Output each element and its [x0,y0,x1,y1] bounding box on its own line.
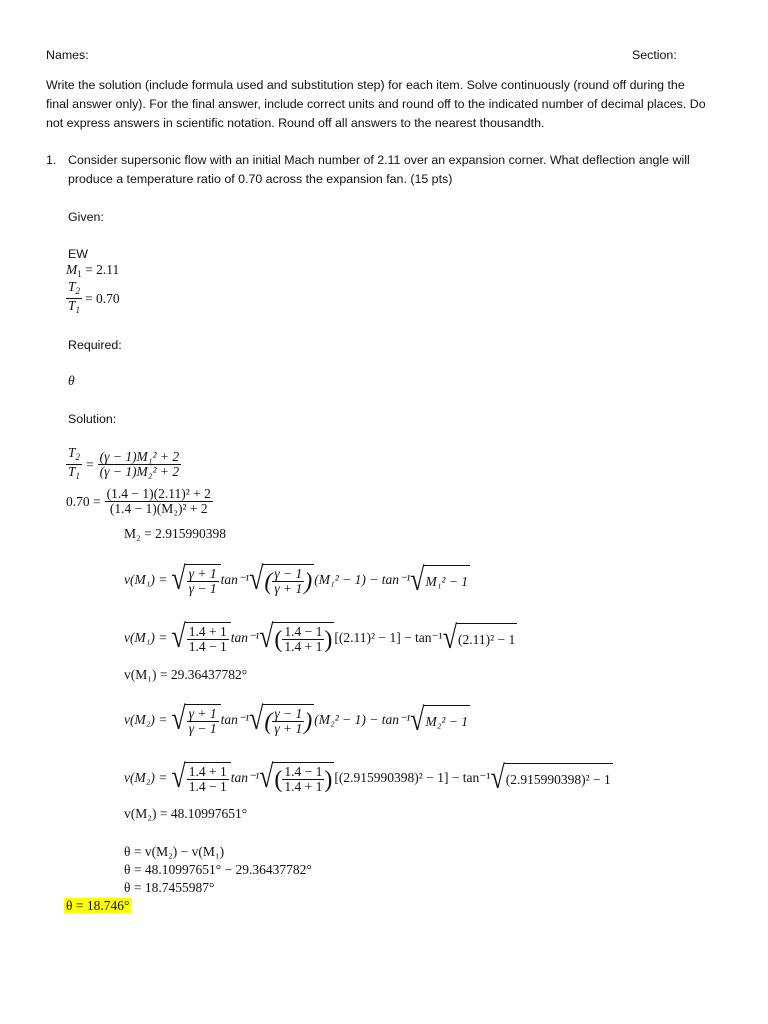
names-label: Names: [46,48,89,62]
temperature-ratio-substitution: 0.70 = $\frac{\text{(1.4 − 1)(2.11)² + 2}}{\text{(1.4 − 1)(M₂)² + 2}}$ [66,486,211,516]
required-label: Required: [68,338,122,352]
instructions-line-1: Write the solution (include formula used and substitution step) for each item. Solve continuously (round off during the [46,78,685,92]
prandtl-meyer-m1-result: v(M₁) = 29.36437782° [124,667,248,682]
prandtl-meyer-m2-substitution: v(M₂) = √ $\frac{1.4 + 1}{1.4 - 1}$ tan⁻¹ √ ( $\frac{1.4 - 1}{1.4 + 1}$ ) [(2.915990398)² − 1] − tan⁻¹ √ (2.915990398)² − 1 [124,758,611,796]
prandtl-meyer-m2-result: v(M₂) = 48.10997651° [124,806,248,821]
temperature-ratio-formula: $\frac{T_2}{T_1}$ = $\frac{\text{(γ − 1)M₁² + 2}}{\text{(γ − 1)M₂² + 2}}$ [68,445,180,481]
theta-substitution: θ = 48.10997651° − 29.36437782° [124,862,312,877]
given-temperature-ratio: $\frac{T_2}{T_1}$ = 0.70 [68,279,120,315]
section-label: Section: [632,48,677,62]
given-m1: $M_1 = 2.11$ [66,262,120,279]
theta-result: θ = 18.7455987° [124,880,215,895]
prandtl-meyer-m2-formula: v(M₂) = √ $\frac{\gamma + 1}{\gamma - 1}$ tan⁻¹ √ ( $\frac{\gamma - 1}{\gamma + 1}$ ) (M₂² − 1) − tan⁻¹ √ M₂² − 1 [124,700,469,738]
instructions-line-3: not express answers in scientific notation. Round off all answers to the nearest thousandth. [46,116,545,130]
problem-text-line-1: Consider supersonic flow with an initial Mach number of 2.11 over an expansion corner. What deflection angle will [68,153,690,167]
given-ew: EW [68,247,88,261]
m2-result: M₂ = 2.915990398 [124,526,226,541]
prandtl-meyer-m1-substitution: v(M₁) = √ $\frac{1.4 + 1}{1.4 - 1}$ tan⁻¹ √ ( $\frac{1.4 - 1}{1.4 + 1}$ ) [(2.11)² − 1] − tan⁻¹ √ (2.11)² − 1 [124,618,516,656]
instructions-line-2: final answer only). For the final answer, include correct units and round off to the indicated number of decimal places. Do [46,97,706,111]
given-label: Given: [68,210,104,224]
prandtl-meyer-m1-formula: v(M₁) = √ $\frac{\gamma + 1}{\gamma - 1}$ tan⁻¹ √ ( $\frac{\gamma - 1}{\gamma + 1}$ ) (M₁² − 1) − tan⁻¹ √ M₁² − 1 [124,560,469,598]
solution-label: Solution: [68,412,117,426]
theta-formula: θ = v(M₂) − v(M₁) [124,844,225,859]
problem-text-line-2: produce a temperature ratio of 0.70 across the expansion fan. (15 pts) [68,172,453,186]
required-theta: θ [68,373,75,388]
problem-number: 1. [46,153,57,167]
final-answer: θ = 18.746° [66,898,130,913]
